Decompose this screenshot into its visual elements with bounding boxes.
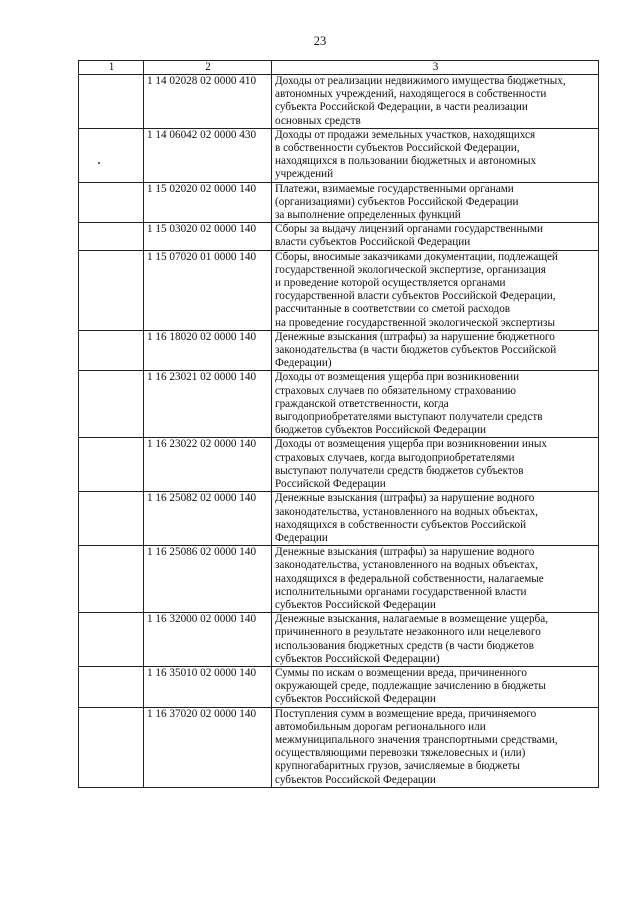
empty-cell <box>79 707 144 787</box>
table-row <box>79 613 599 667</box>
revenue-code: 1 16 23021 02 0000 140 <box>144 371 272 438</box>
table-row <box>79 75 599 129</box>
revenue-codes-table <box>78 60 599 788</box>
empty-cell <box>79 666 144 707</box>
table-row <box>79 330 599 371</box>
revenue-description: Доходы от реализации недвижимого имущества бюджетных, автономных учреждений, находящегося в собственности субъекта Российской Федерации, в части реализации основных средств <box>272 75 599 129</box>
scan-speck <box>98 162 100 164</box>
empty-cell <box>79 250 144 330</box>
revenue-code: 1 15 02020 02 0000 140 <box>144 182 272 223</box>
revenue-description: Платежи, взимаемые государственными органами (организациями) субъектов Российской Федерации за выполнение определенных функций <box>272 182 599 223</box>
empty-cell <box>79 438 144 492</box>
empty-cell <box>79 182 144 223</box>
empty-cell <box>79 613 144 667</box>
revenue-code: 1 14 06042 02 0000 430 <box>144 128 272 182</box>
table-row <box>79 492 599 546</box>
revenue-code: 1 16 37020 02 0000 140 <box>144 707 272 787</box>
revenue-code: 1 16 32000 02 0000 140 <box>144 613 272 667</box>
table-row <box>79 250 599 330</box>
table-row <box>79 371 599 438</box>
revenue-description: Поступления сумм в возмещение вреда, причиняемого автомобильным дорогам регионального или межмуниципального значения транспортными средствами, осуществляющими перевозки тяжеловесных и (или) крупногабаритных грузов, зачисляемые в бюджеты субъектов Российской Федерации <box>272 707 599 787</box>
revenue-description: Денежные взыскания (штрафы) за нарушение бюджетного законодательства (в части бюджетов субъектов Российской Федерации) <box>272 330 599 371</box>
table-row <box>79 128 599 182</box>
revenue-code: 1 16 23022 02 0000 140 <box>144 438 272 492</box>
table-header-row <box>79 61 599 75</box>
table-row <box>79 546 599 613</box>
revenue-code: 1 15 07020 01 0000 140 <box>144 250 272 330</box>
revenue-code: 1 16 18020 02 0000 140 <box>144 330 272 371</box>
empty-cell <box>79 223 144 250</box>
revenue-code: 1 16 25086 02 0000 140 <box>144 546 272 613</box>
empty-cell <box>79 128 144 182</box>
revenue-description: Доходы от продажи земельных участков, находящихся в собственности субъектов Российской Федерации, находящихся в пользовании бюджетных и автономных учреждений <box>272 128 599 182</box>
header-column-3: 3 <box>272 61 599 75</box>
revenue-code: 1 15 03020 02 0000 140 <box>144 223 272 250</box>
empty-cell <box>79 75 144 129</box>
table-row <box>79 666 599 707</box>
header-column-2: 2 <box>144 61 272 75</box>
empty-cell <box>79 330 144 371</box>
empty-cell <box>79 546 144 613</box>
revenue-description: Сборы, вносимые заказчиками документации, подлежащей государственной экологической экспертизе, организация и проведение которой осуществляется органами государственной власти субъектов Российской Федерации, рассчитанные в соответствии со сметой расходов на проведение государственной экологической экспертизы <box>272 250 599 330</box>
table-row <box>79 438 599 492</box>
empty-cell <box>79 371 144 438</box>
revenue-code: 1 14 02028 02 0000 410 <box>144 75 272 129</box>
revenue-description: Сборы за выдачу лицензий органами государственными власти субъектов Российской Федерации <box>272 223 599 250</box>
revenue-description: Суммы по искам о возмещении вреда, причиненного окружающей среде, подлежащие зачислению в бюджеты субъектов Российской Федерации <box>272 666 599 707</box>
table-row <box>79 223 599 250</box>
table-row <box>79 182 599 223</box>
revenue-description: Денежные взыскания (штрафы) за нарушение водного законодательства, установленного на водных объектах, находящихся в федеральной собственности, налагаемые исполнительными органами государственной власти субъектов Российской Федерации <box>272 546 599 613</box>
empty-cell <box>79 492 144 546</box>
table-row <box>79 707 599 787</box>
revenue-description: Денежные взыскания (штрафы) за нарушение водного законодательства, установленного на водных объектах, находящихся в собственности субъектов Российской Федерации <box>272 492 599 546</box>
page-number: 23 <box>313 34 327 48</box>
revenue-description: Доходы от возмещения ущерба при возникновении иных страховых случаев, когда выгодоприобретателями выступают получатели средств бюджетов субъектов Российской Федерации <box>272 438 599 492</box>
revenue-code: 1 16 25082 02 0000 140 <box>144 492 272 546</box>
revenue-code: 1 16 35010 02 0000 140 <box>144 666 272 707</box>
header-column-1: 1 <box>79 61 144 75</box>
revenue-description: Доходы от возмещения ущерба при возникновении страховых случаев по обязательному страхованию гражданской ответственности, когда выгодоприобретателями выступают получатели средств бюджетов субъектов Российской Федерации <box>272 371 599 438</box>
revenue-description: Денежные взыскания, налагаемые в возмещение ущерба, причиненного в результате незаконного или нецелевого использования бюджетных средств (в части бюджетов субъектов Российской Федерации) <box>272 613 599 667</box>
